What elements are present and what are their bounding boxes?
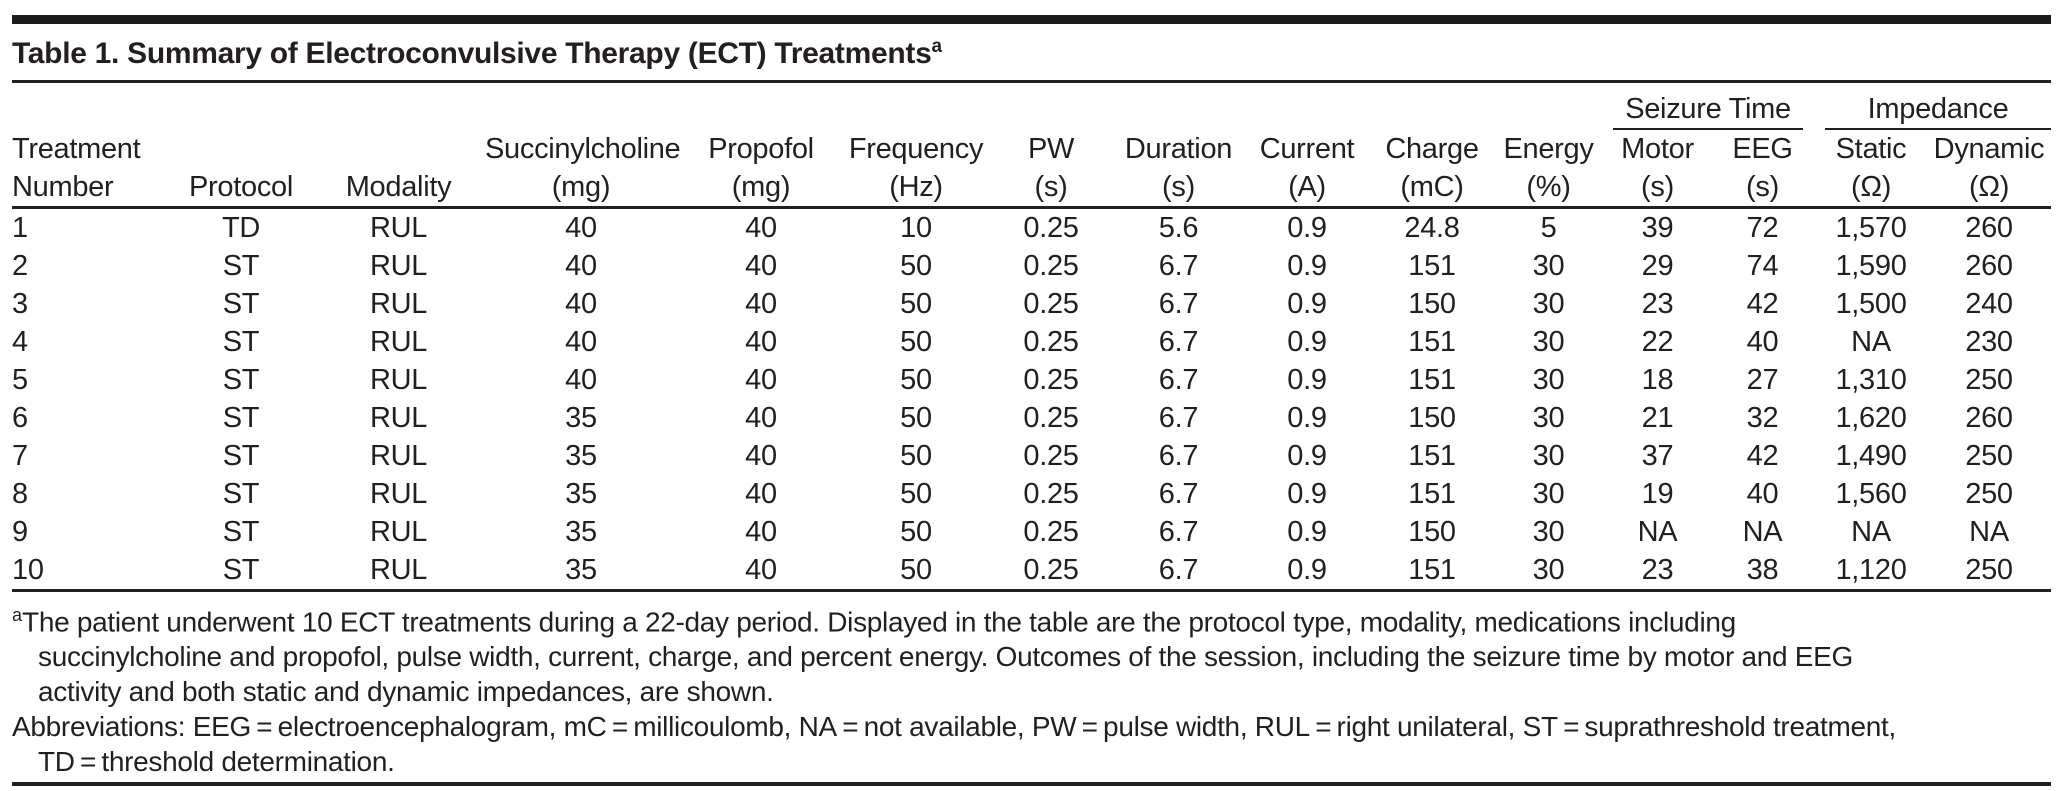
cell-motor: 23 (1641, 288, 1674, 320)
cell-eeg: NA (1742, 516, 1783, 548)
cell-duration: 6.7 (1158, 402, 1199, 434)
cell-protocol: ST (222, 326, 260, 358)
cell-eeg: 72 (1746, 212, 1779, 244)
abbreviations-line: Abbreviations: EEG = electroencephalogram, mC = millicoulomb, NA = not available, PW = pulse width, RUL = right unilateral, ST = suprathreshold treatment, (12, 711, 1896, 743)
footnote-a-text: The patient underwent 10 ECT treatments during a 22-day period. Displayed in the table are the protocol type, modality, medications including (22, 606, 1736, 638)
cell-succinylcholine: 40 (565, 364, 597, 396)
cell-static: NA (1851, 326, 1891, 358)
cell-dynamic: 260 (1965, 250, 2013, 282)
cell-dynamic: NA (1969, 516, 2009, 548)
cell-motor: 21 (1641, 402, 1674, 434)
cell-eeg: 40 (1746, 478, 1779, 510)
cell-frequency: 50 (845, 551, 987, 591)
cell-current: 0.9 (1287, 440, 1327, 472)
cell-pw: 0.25 (987, 551, 1115, 591)
cell-frequency: 50 (900, 288, 932, 320)
col-header-charge: Charge (1385, 133, 1479, 165)
cell-motor: 22 (1641, 326, 1674, 358)
cell-protocol: ST (222, 440, 260, 472)
cell-current: 0.9 (1287, 250, 1327, 282)
col-header-frequency: Frequency (848, 133, 984, 165)
cell-charge: 151 (1372, 551, 1492, 591)
cell-modality: RUL (369, 516, 428, 548)
cell-eeg: 74 (1746, 250, 1779, 282)
footnote-a (12, 598, 2051, 709)
cell-treatment-number: 7 (12, 440, 28, 472)
cell-charge: 151 (1408, 440, 1456, 472)
cell-static: 1,310 (1835, 364, 1907, 396)
cell-pw: 0.25 (1023, 326, 1079, 358)
cell-charge: 151 (1408, 364, 1456, 396)
cell-succinylcholine: 35 (565, 478, 597, 510)
cell-energy: 30 (1532, 288, 1565, 320)
footnote-a-line: activity and both static and dynamic impedances, are shown. (38, 676, 774, 708)
col-header-succinylcholine: Succinylcholine (485, 133, 681, 165)
cell-eeg: 42 (1746, 288, 1779, 320)
abbreviations-line: TD = threshold determination. (38, 746, 395, 778)
group-header-row (12, 83, 2051, 130)
cell-treatment-number: 6 (12, 402, 28, 434)
cell-eeg: 38 (1710, 551, 1815, 591)
cell-protocol: ST (222, 516, 260, 548)
table-body (12, 208, 2051, 591)
table-title (12, 24, 2051, 83)
cell-energy: 30 (1492, 551, 1605, 591)
cell-succinylcholine: 35 (485, 551, 677, 591)
cell-treatment-number: 3 (12, 288, 28, 320)
table-row (12, 323, 2051, 361)
col-header-dynamic-unit: (Ω) (1927, 168, 2051, 208)
cell-static: 1,120 (1815, 551, 1927, 591)
cell-protocol: ST (222, 250, 260, 282)
cell-current: 0.9 (1287, 326, 1327, 358)
ect-treatments-table (12, 83, 2051, 592)
cell-pw: 0.25 (1023, 250, 1079, 282)
cell-duration: 6.7 (1158, 440, 1199, 472)
cell-propofol: 40 (745, 364, 777, 396)
cell-treatment-number: 2 (12, 250, 28, 282)
col-header-pw: PW (1027, 133, 1075, 165)
cell-propofol: 40 (745, 478, 777, 510)
cell-succinylcholine: 40 (565, 326, 597, 358)
cell-energy: 5 (1540, 212, 1557, 244)
col-header-treatment-number-unit: Number (12, 168, 170, 208)
col-header-propofol: Propofol (708, 133, 814, 165)
cell-dynamic: 250 (1965, 440, 2013, 472)
col-header-motor: Motor (1621, 133, 1694, 165)
col-header-charge-unit: (mC) (1372, 168, 1492, 208)
cell-frequency: 50 (900, 364, 932, 396)
col-header-energy-unit: (%) (1492, 168, 1605, 208)
col-header-pw-unit: (s) (987, 168, 1115, 208)
cell-charge: 151 (1408, 478, 1456, 510)
cell-static: 1,570 (1835, 212, 1907, 244)
group-label-impedance: Impedance (1825, 93, 2051, 130)
cell-eeg: 27 (1746, 364, 1779, 396)
table-row (12, 475, 2051, 513)
col-header-current: Current (1259, 133, 1355, 165)
cell-charge: 151 (1408, 326, 1456, 358)
cell-pw: 0.25 (1023, 288, 1079, 320)
table-content (12, 15, 2051, 786)
cell-frequency: 50 (900, 478, 932, 510)
cell-pw: 0.25 (1023, 516, 1079, 548)
cell-motor: 39 (1641, 212, 1674, 244)
cell-protocol: ST (222, 402, 260, 434)
cell-succinylcholine: 40 (565, 250, 597, 282)
cell-propofol: 40 (745, 516, 777, 548)
cell-protocol: ST (222, 364, 260, 396)
cell-succinylcholine: 35 (565, 440, 597, 472)
cell-modality: RUL (369, 326, 428, 358)
cell-duration: 6.7 (1158, 516, 1199, 548)
col-header-motor-unit: (s) (1605, 168, 1710, 208)
cell-dynamic: 240 (1965, 288, 2013, 320)
cell-modality: RUL (369, 250, 428, 282)
cell-dynamic: 250 (1965, 478, 2013, 510)
cell-charge: 150 (1408, 288, 1456, 320)
cell-propofol: 40 (745, 402, 777, 434)
cell-current: 0.9 (1287, 212, 1327, 244)
cell-modality: RUL (369, 212, 428, 244)
cell-current: 0.9 (1287, 402, 1327, 434)
cell-current: 0.9 (1242, 551, 1372, 591)
cell-frequency: 50 (900, 326, 932, 358)
cell-propofol: 40 (745, 326, 777, 358)
col-header-dynamic: Dynamic (1933, 133, 2045, 165)
cell-duration: 6.7 (1158, 250, 1199, 282)
cell-static: 1,560 (1835, 478, 1907, 510)
col-header-frequency-unit: (Hz) (845, 168, 987, 208)
col-header-modality-unit: Modality (312, 168, 485, 208)
footnote-abbreviations (12, 709, 2051, 779)
cell-energy: 30 (1532, 478, 1565, 510)
table-row (12, 247, 2051, 285)
table-row (12, 513, 2051, 551)
cell-frequency: 50 (900, 402, 932, 434)
cell-dynamic: 250 (1927, 551, 2051, 591)
cell-motor: 37 (1641, 440, 1674, 472)
cell-eeg: 40 (1746, 326, 1779, 358)
cell-energy: 30 (1532, 326, 1565, 358)
col-header-duration-unit: (s) (1115, 168, 1242, 208)
cell-motor: NA (1637, 516, 1678, 548)
cell-modality: RUL (369, 402, 428, 434)
col-header-eeg-unit: (s) (1710, 168, 1815, 208)
table-row (12, 361, 2051, 399)
cell-energy: 30 (1532, 402, 1565, 434)
cell-treatment-number: 9 (12, 516, 28, 548)
cell-succinylcholine: 40 (565, 212, 597, 244)
col-header-eeg: EEG (1732, 133, 1793, 165)
cell-static: 1,500 (1835, 288, 1907, 320)
column-units-row (12, 168, 2051, 208)
cell-dynamic: 260 (1965, 402, 2013, 434)
cell-protocol: TD (221, 212, 261, 244)
column-names-row (12, 130, 2051, 168)
cell-duration: 6.7 (1158, 288, 1199, 320)
col-header-energy: Energy (1503, 133, 1594, 165)
cell-charge: 150 (1408, 516, 1456, 548)
group-row-spacer (12, 83, 1605, 130)
cell-protocol: ST (170, 551, 312, 591)
cell-succinylcholine: 35 (565, 516, 597, 548)
cell-current: 0.9 (1287, 364, 1327, 396)
table-row (12, 437, 2051, 475)
cell-static: 1,490 (1835, 440, 1907, 472)
table-row (12, 551, 2051, 591)
footnotes (12, 598, 2051, 779)
cell-duration: 6.7 (1158, 478, 1199, 510)
cell-propofol: 40 (745, 440, 777, 472)
cell-motor: 18 (1641, 364, 1674, 396)
cell-charge: 151 (1408, 250, 1456, 282)
table-header (12, 83, 2051, 208)
col-header-modality (312, 130, 485, 168)
cell-propofol: 40 (745, 212, 777, 244)
cell-protocol: ST (222, 288, 260, 320)
cell-treatment-number: 4 (12, 326, 28, 358)
cell-dynamic: 230 (1965, 326, 2013, 358)
footnote-a-line (12, 598, 2051, 639)
col-header-succinylcholine-unit: (mg) (485, 168, 677, 208)
cell-energy: 30 (1532, 364, 1565, 396)
cell-current: 0.9 (1287, 516, 1327, 548)
cell-propofol: 40 (677, 551, 845, 591)
cell-energy: 30 (1532, 516, 1565, 548)
cell-frequency: 50 (900, 516, 932, 548)
cell-current: 0.9 (1287, 478, 1327, 510)
cell-static: 1,620 (1835, 402, 1907, 434)
table-title-superscript: a (931, 36, 943, 57)
top-heavy-rule (12, 15, 2051, 24)
cell-motor: 19 (1641, 478, 1674, 510)
table-row (12, 285, 2051, 323)
cell-motor: 23 (1605, 551, 1710, 591)
cell-protocol: ST (222, 478, 260, 510)
cell-treatment-number: 5 (12, 364, 28, 396)
cell-charge: 150 (1408, 402, 1456, 434)
cell-charge: 24.8 (1404, 212, 1460, 244)
table-row (12, 399, 2051, 437)
cell-pw: 0.25 (1023, 364, 1079, 396)
cell-treatment-number: 10 (12, 551, 170, 591)
cell-succinylcholine: 35 (565, 402, 597, 434)
cell-pw: 0.25 (1023, 402, 1079, 434)
col-header-current-unit: (A) (1242, 168, 1372, 208)
col-header-duration: Duration (1124, 133, 1233, 165)
cell-frequency: 50 (900, 250, 932, 282)
cell-current: 0.9 (1287, 288, 1327, 320)
cell-modality: RUL (369, 478, 428, 510)
cell-static: 1,590 (1835, 250, 1907, 282)
cell-pw: 0.25 (1023, 440, 1079, 472)
footnote-a-line: succinylcholine and propofol, pulse width, current, charge, and percent energy. Outcomes of the session, including the seizure time by motor and EEG (38, 641, 1853, 673)
group-header-impedance (1815, 83, 2051, 130)
cell-modality: RUL (369, 288, 428, 320)
cell-energy: 30 (1532, 440, 1565, 472)
cell-motor: 29 (1641, 250, 1674, 282)
cell-succinylcholine: 40 (565, 288, 597, 320)
cell-modality: RUL (312, 551, 485, 591)
cell-energy: 30 (1532, 250, 1565, 282)
cell-modality: RUL (369, 440, 428, 472)
cell-propofol: 40 (745, 250, 777, 282)
group-header-seizure-time (1605, 83, 1815, 130)
col-header-protocol (170, 130, 312, 168)
group-label-seizure-time: Seizure Time (1613, 93, 1803, 130)
cell-pw: 0.25 (1023, 212, 1079, 244)
cell-frequency: 10 (900, 212, 932, 244)
footnote-a-marker: a (12, 605, 23, 625)
cell-treatment-number: 8 (12, 478, 28, 510)
col-header-protocol-unit: Protocol (170, 168, 312, 208)
col-header-propofol-unit: (mg) (677, 168, 845, 208)
table-title-text: Table 1. Summary of Electroconvulsive Therapy (ECT) Treatments (12, 37, 932, 70)
cell-duration: 6.7 (1158, 326, 1199, 358)
cell-dynamic: 260 (1965, 212, 2013, 244)
cell-duration: 6.7 (1115, 551, 1242, 591)
table-row (12, 208, 2051, 248)
cell-propofol: 40 (745, 288, 777, 320)
cell-duration: 6.7 (1158, 364, 1199, 396)
cell-treatment-number: 1 (12, 212, 28, 244)
bottom-heavy-rule (12, 782, 2051, 786)
cell-eeg: 42 (1746, 440, 1779, 472)
col-header-static-unit: (Ω) (1815, 168, 1927, 208)
cell-eeg: 32 (1746, 402, 1779, 434)
cell-pw: 0.25 (1023, 478, 1079, 510)
cell-static: NA (1851, 516, 1891, 548)
cell-dynamic: 250 (1965, 364, 2013, 396)
cell-modality: RUL (369, 364, 428, 396)
cell-duration: 5.6 (1158, 212, 1199, 244)
col-header-treatment-number: Treatment (12, 133, 141, 165)
cell-frequency: 50 (900, 440, 932, 472)
col-header-static: Static (1835, 133, 1907, 165)
